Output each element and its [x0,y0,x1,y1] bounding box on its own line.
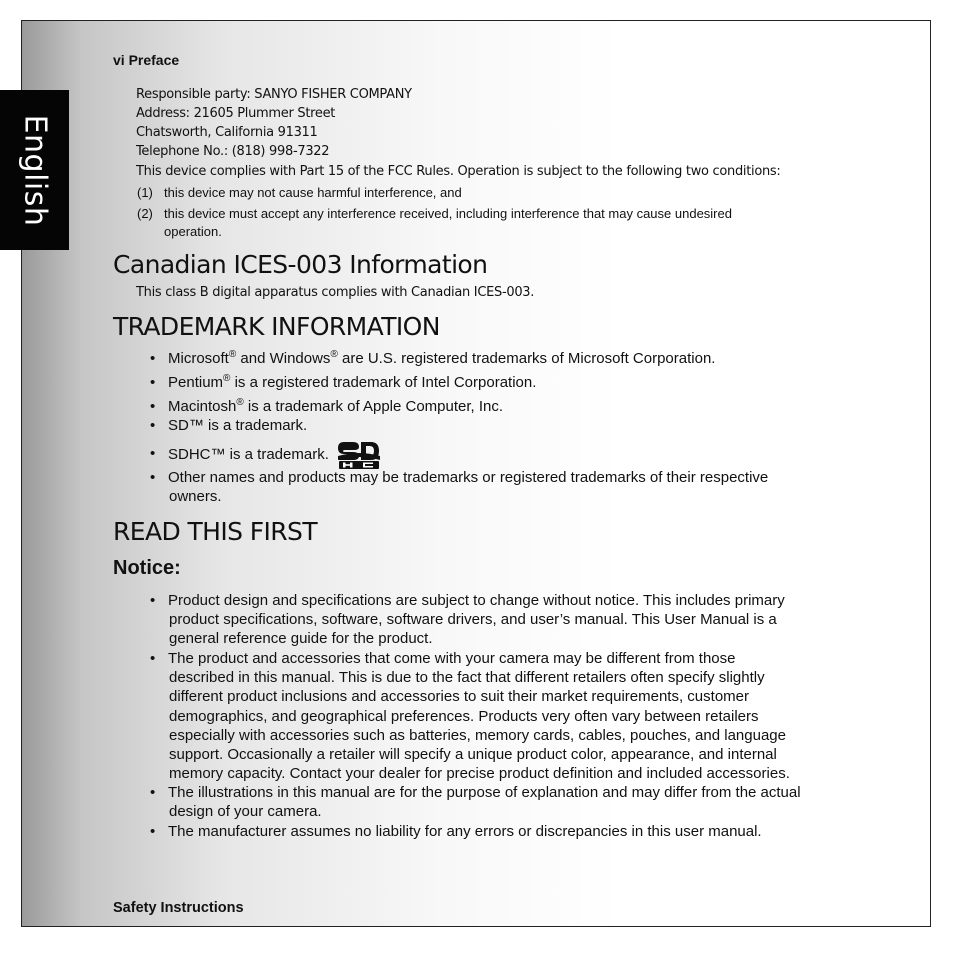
trademark-text: Pentium [168,374,224,391]
read-first-heading: READ THIS FIRST [113,517,317,546]
fcc-statement: This device complies with Part 15 of the FCC Rules. Operation is subject to the following two conditions: [136,164,781,179]
ices-heading: Canadian ICES-003 Information [113,250,488,279]
trademark-text: is a trademark of Apple Computer, Inc. [243,398,504,415]
trademark-item [150,349,716,367]
registered-mark: ® [236,397,244,408]
language-tab-label: English [17,114,53,226]
responsible-line-3: Telephone No.: (818) 998-7322 [136,144,330,159]
registered-mark: ® [330,349,338,360]
trademark-text-cont: owners. [169,488,222,505]
notice-line: different product inclusions and accessories to suit their market requirements, customer [169,688,749,706]
notice-line: demographics, and geographical preferences. Products very often vary between retailers [169,707,759,725]
notice-line: The illustrations in this manual are for the purpose of explanation and may differ from the actual [168,784,801,801]
condition-text-2-cont: operation. [164,224,222,239]
trademark-item [150,397,504,415]
trademark-text: Macintosh [168,398,237,415]
bullet-mark: • [150,398,156,415]
page-header: vi Preface [113,52,180,68]
bullet-mark: • [150,417,156,434]
notice-item [150,822,858,841]
bullet-mark: • [150,592,156,609]
trademark-text: SDHC™ is a trademark. [168,445,329,463]
trademark-text: are U.S. registered trademarks of Microsoft Corporation. [337,350,716,367]
sdhc-logo-icon [337,440,381,470]
bullet-mark: • [150,823,156,840]
notice-item [150,783,858,821]
bullet-mark: • [150,650,156,667]
notice-line: design of your camera. [169,803,322,821]
trademark-item [150,373,537,391]
bullet-mark: • [150,784,156,801]
notice-line: memory capacity. Contact your dealer for precise product definition and included accessories. [169,765,790,783]
trademark-heading: TRADEMARK INFORMATION [113,312,440,341]
trademark-text: is a registered trademark of Intel Corporation. [230,374,537,391]
registered-mark: ® [223,373,231,384]
condition-text-2: this device must accept any interference received, including interference that may cause undesired [164,206,732,221]
trademark-text: Other names and products may be trademarks or registered trademarks of their respective [168,469,769,486]
notice-line: general reference guide for the product. [169,630,433,648]
bullet-mark: • [150,469,156,486]
trademark-item [150,417,308,434]
trademark-item [150,440,381,470]
trademark-text: SD™ is a trademark. [168,417,308,434]
language-tab [0,90,69,250]
responsible-line-0: Responsible party: SANYO FISHER COMPANY [136,87,412,102]
notice-item [150,591,858,649]
notice-item [150,649,858,783]
condition-number-1: (1) [137,185,153,200]
bullet-mark: • [150,445,156,462]
ices-text: This class B digital apparatus complies with Canadian ICES-003. [136,285,535,300]
notice-line: especially with accessories such as batteries, memory cards, cables, pouches, and language [169,726,786,744]
bullet-mark: • [150,374,156,391]
responsible-line-1: Address: 21605 Plummer Street [136,106,336,121]
notice-line: The manufacturer assumes no liability for any errors or discrepancies in this user manual. [168,823,762,840]
registered-mark: ® [228,349,237,360]
trademark-text: Microsoft [168,350,229,367]
notice-line: The product and accessories that come with your camera may be different from those [168,650,736,667]
notice-line: described in this manual. This is due to the fact that different retailers often specify slightly [169,669,765,687]
trademark-item [150,469,769,486]
notice-line: support. Occasionally a retailer will specify a unique product color, appearance, and internal [169,746,777,764]
trademark-text: and Windows [236,350,331,367]
bullet-mark: • [150,350,156,367]
condition-number-2: (2) [137,206,153,221]
notice-line: product specifications, software, software drivers, and user’s manual. This User Manual is a [169,611,777,629]
condition-text-1: this device may not cause harmful interference, and [164,185,462,200]
notice-heading: Notice: [113,557,181,579]
page-footer: Safety Instructions [113,900,244,916]
responsible-line-2: Chatsworth, California 91311 [136,125,318,140]
notice-line: Product design and specifications are subject to change without notice. This includes primary [168,592,785,609]
